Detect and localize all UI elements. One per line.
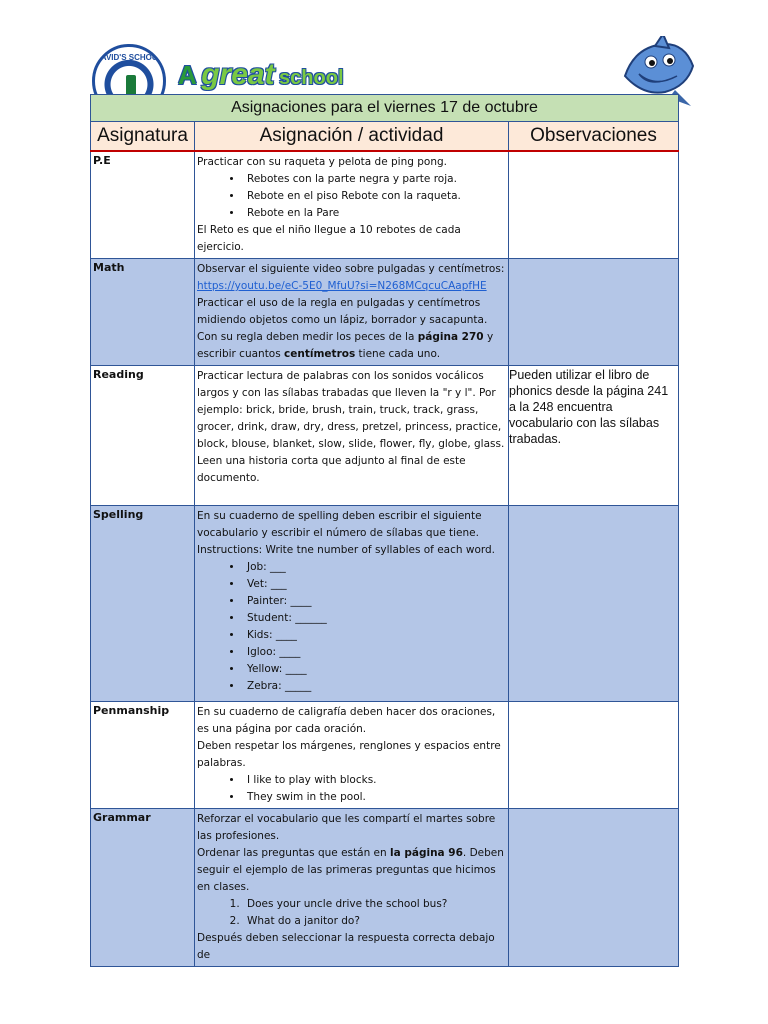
bullet-list [197,171,506,222]
list-item: • Job: ___ [243,559,506,576]
header-subject: Asignatura [91,122,195,152]
activity-cell [195,506,509,702]
activity-text: Practicar lectura de palabras con los sonidos vocálicos largos y con las sílabas trabadas que lleven la "r y l". Por ejemplo: brick, bride, brush, train, truck, track, grass, grocer, drink, draw, dry, dress, pretzel, princess, practice, block, blouse, blanket, slow, slide, flower, fly, globe, glass. [197,370,505,450]
activity-cell [195,809,509,967]
list-item: • They swim in the pool. [243,789,506,806]
activity-text: El Reto es que el niño llegue a 10 rebotes de cada ejercicio. [197,224,461,253]
numbered-list [197,896,506,930]
header-row [91,122,679,152]
list-item: 2. What do a janitor do? [243,913,506,930]
table-row [91,506,679,702]
table-row [91,259,679,366]
list-item: • Igloo: ____ [243,644,506,661]
list-item: • Painter: ____ [243,593,506,610]
observation-cell: Pueden utilizar el libro de phonics desde la página 241 a la 248 encuentra vocabulario con las sílabas trabadas. [509,366,679,506]
list-item: • Vet: ___ [243,576,506,593]
observation-cell [509,151,679,259]
subject-cell: Spelling [91,506,195,702]
activity-text: Observar el siguiente video sobre pulgadas y centímetros: [197,263,505,275]
activity-cell [195,151,509,259]
activity-text: Practicar el uso de la regla en pulgadas y centímetros midiendo objetos como un lápiz, borrador y sacapunta. [197,297,488,326]
table-title: Asignaciones para el viernes 17 de octubre [91,95,679,122]
video-link[interactable]: https://youtu.be/eC-5E0_MfuU?si=N268MCqcuCAapfHE [197,280,487,292]
list-item: • Zebra: _____ [243,678,506,695]
table-row [91,702,679,809]
subject-cell: Reading [91,366,195,506]
subject-cell: Penmanship [91,702,195,809]
assignments-table [90,94,679,967]
observation-cell [509,809,679,967]
activity-text: Ordenar las preguntas que están en la página 96. Deben seguir el ejemplo de las primeras preguntas que hicimos en clases. [197,847,504,893]
list-item: • Yellow: ____ [243,661,506,678]
list-item: • I like to play with blocks. [243,772,506,789]
activity-text: Practicar con su raqueta y pelota de ping pong. [197,156,447,168]
table-row [91,809,679,967]
bullet-list [197,772,506,806]
activity-cell [195,259,509,366]
activity-cell [195,702,509,809]
activity-text: Instructions: Write tne number of syllables of each word. [197,544,496,556]
observation-cell [509,259,679,366]
header [90,40,700,96]
activity-text: En su cuaderno de spelling deben escribir el siguiente vocabulario y escribir el número de sílabas que tiene. [197,510,482,539]
activity-text: En su cuaderno de caligrafía deben hacer dos oraciones, es una página por cada oración. [197,706,496,735]
activity-text: Con su regla deben medir los peces de la página 270 y escribir cuantos centímetros tiene cada uno. [197,331,494,360]
activity-cell [195,366,509,506]
table-row [91,366,679,506]
subject-cell: P.E [91,151,195,259]
slogan-logo: A great school [178,58,344,91]
activity-text: Leen una historia corta que adjunto al final de este documento. [197,455,466,484]
list-item: 1. Does your uncle drive the school bus? [243,896,506,913]
list-item: • Rebote en la Pare [243,205,506,222]
observation-cell [509,506,679,702]
header-observations: Observaciones [509,122,679,152]
seal-text: DAVID'S SCHOOL [95,53,163,62]
table-row [91,151,679,259]
subject-cell: Grammar [91,809,195,967]
subject-cell: Math [91,259,195,366]
observation-cell [509,702,679,809]
title-row [91,95,679,122]
list-item: • Rebotes con la parte negra y parte roja. [243,171,506,188]
list-item: • Rebote en el piso Rebote con la raqueta. [243,188,506,205]
bullet-list [197,559,506,695]
activity-text: Deben respetar los márgenes, renglones y espacios entre palabras. [197,740,501,769]
list-item: • Student: ______ [243,610,506,627]
list-item: • Kids: ____ [243,627,506,644]
activity-text: Después deben seleccionar la respuesta correcta debajo de [197,932,495,961]
activity-text: Reforzar el vocabulario que les compartí el martes sobre las profesiones. [197,813,496,842]
header-assignment: Asignación / actividad [195,122,509,152]
